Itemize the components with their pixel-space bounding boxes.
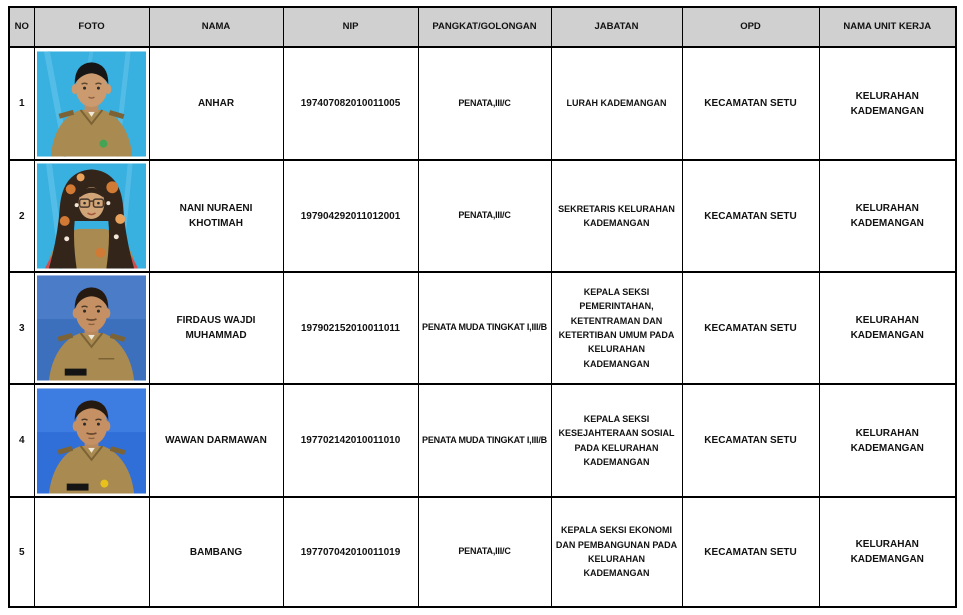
cell-nip: 197407082010011005 bbox=[283, 47, 418, 160]
cell-jabatan: KEPALA SEKSI EKONOMI DAN PEMBANGUNAN PADA KELURAHAN KADEMANGAN bbox=[551, 497, 682, 607]
column-header-nip: NIP bbox=[283, 7, 418, 47]
table-row bbox=[9, 160, 956, 272]
employee-photo-male-peci bbox=[37, 51, 146, 157]
cell-no: 2 bbox=[9, 160, 34, 272]
cell-foto bbox=[34, 272, 149, 384]
cell-foto bbox=[34, 384, 149, 497]
column-header-jabatan: JABATAN bbox=[551, 7, 682, 47]
cell-nip: 197702142010011010 bbox=[283, 384, 418, 497]
column-header-nama: NAMA bbox=[149, 7, 283, 47]
cell-unit: KELURAHAN KADEMANGAN bbox=[819, 384, 956, 497]
column-header-foto: FOTO bbox=[34, 7, 149, 47]
cell-pangkat: PENATA,III/C bbox=[418, 47, 551, 160]
cell-pangkat: PENATA,III/C bbox=[418, 497, 551, 607]
cell-jabatan: LURAH KADEMANGAN bbox=[551, 47, 682, 160]
cell-foto-empty bbox=[34, 497, 149, 607]
cell-opd: KECAMATAN SETU bbox=[682, 497, 819, 607]
cell-opd: KECAMATAN SETU bbox=[682, 384, 819, 497]
employee-photo-female-hijab bbox=[37, 163, 146, 269]
cell-foto bbox=[34, 47, 149, 160]
cell-opd: KECAMATAN SETU bbox=[682, 47, 819, 160]
header-row bbox=[9, 7, 956, 47]
cell-pangkat: PENATA MUDA TINGKAT I,III/B bbox=[418, 384, 551, 497]
cell-no: 1 bbox=[9, 47, 34, 160]
cell-no: 4 bbox=[9, 384, 34, 497]
cell-nama: ANHAR bbox=[149, 47, 283, 160]
table-row bbox=[9, 384, 956, 497]
cell-nama: NANI NURAENI KHOTIMAH bbox=[149, 160, 283, 272]
column-header-opd: OPD bbox=[682, 7, 819, 47]
cell-nip: 197902152010011011 bbox=[283, 272, 418, 384]
cell-no: 5 bbox=[9, 497, 34, 607]
cell-nama: WAWAN DARMAWAN bbox=[149, 384, 283, 497]
cell-nip: 197707042010011019 bbox=[283, 497, 418, 607]
employee-table bbox=[8, 6, 957, 608]
cell-opd: KECAMATAN SETU bbox=[682, 272, 819, 384]
employee-photo-male-studio-bright bbox=[37, 388, 146, 494]
cell-pangkat: PENATA,III/C bbox=[418, 160, 551, 272]
cell-jabatan: SEKRETARIS KELURAHAN KADEMANGAN bbox=[551, 160, 682, 272]
employee-photo-male-studio bbox=[37, 275, 146, 381]
column-header-pangkat: PANGKAT/GOLONGAN bbox=[418, 7, 551, 47]
table-row bbox=[9, 497, 956, 607]
cell-unit: KELURAHAN KADEMANGAN bbox=[819, 497, 956, 607]
cell-unit: KELURAHAN KADEMANGAN bbox=[819, 47, 956, 160]
cell-nama: BAMBANG bbox=[149, 497, 283, 607]
cell-jabatan: KEPALA SEKSI PEMERINTAHAN, KETENTRAMAN DAN KETERTIBAN UMUM PADA KELURAHAN KADEMANGAN bbox=[551, 272, 682, 384]
column-header-unit: NAMA UNIT KERJA bbox=[819, 7, 956, 47]
table-row bbox=[9, 272, 956, 384]
column-header-no: NO bbox=[9, 7, 34, 47]
cell-jabatan: KEPALA SEKSI KESEJAHTERAAN SOSIAL PADA KELURAHAN KADEMANGAN bbox=[551, 384, 682, 497]
cell-opd: KECAMATAN SETU bbox=[682, 160, 819, 272]
cell-foto bbox=[34, 160, 149, 272]
cell-unit: KELURAHAN KADEMANGAN bbox=[819, 272, 956, 384]
cell-nip: 197904292011012001 bbox=[283, 160, 418, 272]
table-row bbox=[9, 47, 956, 160]
cell-no: 3 bbox=[9, 272, 34, 384]
cell-nama: FIRDAUS WAJDI MUHAMMAD bbox=[149, 272, 283, 384]
cell-pangkat: PENATA MUDA TINGKAT I,III/B bbox=[418, 272, 551, 384]
cell-unit: KELURAHAN KADEMANGAN bbox=[819, 160, 956, 272]
